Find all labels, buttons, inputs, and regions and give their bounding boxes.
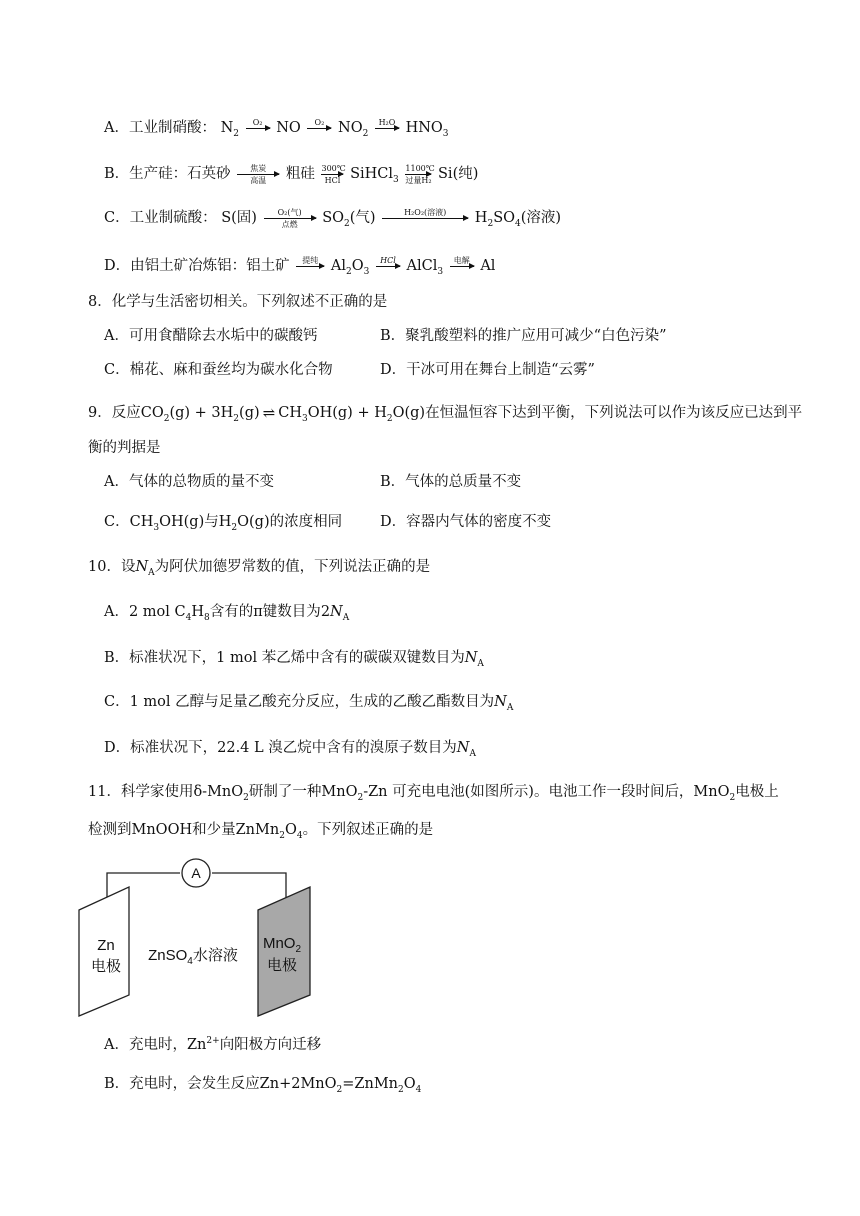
arrow-label: 1100℃ xyxy=(405,164,435,173)
symbol: N xyxy=(330,604,343,620)
q10-option-c xyxy=(104,692,513,712)
subscript: A xyxy=(148,567,155,578)
subscript: 2 xyxy=(233,128,240,139)
subscript: 2 xyxy=(398,1084,404,1095)
formula: CH xyxy=(278,405,302,421)
formula: O xyxy=(351,258,364,274)
symbol: N xyxy=(464,650,478,666)
q8-option-d: D．干冰可用在舞台上制造“云雾” xyxy=(380,362,595,378)
arrow-label: 点燃 xyxy=(281,220,298,229)
subscript: A xyxy=(506,702,514,713)
formula: (气) xyxy=(349,210,376,226)
arrow-label: 提纯 xyxy=(302,256,319,265)
option-text: D．标准状况下，22.4 L 溴乙烷中含有的溴原子数目为 xyxy=(104,740,457,756)
subscript: 2 xyxy=(295,944,302,955)
formula: O(g) xyxy=(237,514,270,530)
subscript: 2 xyxy=(344,218,350,229)
question-number: 10．设 xyxy=(88,559,136,575)
subscript: 3 xyxy=(363,266,370,277)
reaction-arrow xyxy=(237,164,279,185)
q7-option-c xyxy=(104,208,561,228)
option-label: A．工业制硝酸： xyxy=(104,120,216,136)
formula: NO xyxy=(338,120,363,136)
formula: NO xyxy=(276,120,301,136)
formula: (g) xyxy=(239,405,260,421)
formula: HNO xyxy=(405,120,443,136)
subscript: 3 xyxy=(301,413,308,424)
q10-stem xyxy=(88,557,430,577)
reaction-arrow xyxy=(246,118,270,129)
formula: Al xyxy=(480,258,496,274)
arrow-label: 300℃ xyxy=(321,164,346,173)
stem-text: 含有的π键数目为 xyxy=(209,604,321,620)
subscript: 2 xyxy=(336,1084,343,1095)
stem-text: -Zn 可充电电池(如图所示)。电池工作一段时间后，MnO xyxy=(363,784,730,800)
option-text: C．1 mol 乙醇与足量乙酸充分反应，生成的乙酸乙酯数目为 xyxy=(104,694,495,710)
subscript: 2 xyxy=(357,792,364,803)
formula: N xyxy=(220,120,234,136)
subscript: 2 xyxy=(163,413,170,424)
subscript: 2 xyxy=(362,128,369,139)
arrow-label: O₂ xyxy=(252,118,263,127)
q10-option-b xyxy=(104,648,484,668)
formula: H xyxy=(474,210,488,226)
subscript: 4 xyxy=(187,956,193,967)
formula: OH(g) xyxy=(159,514,205,530)
formula: Si(纯) xyxy=(438,166,479,182)
q11-stem-line2 xyxy=(88,820,433,840)
q8-option-c: C．棉花、麻和蚕丝均为碳水化合物 xyxy=(104,362,333,378)
q7-option-b xyxy=(104,164,478,184)
formula: (g) + 3H xyxy=(169,405,234,421)
subscript: 3 xyxy=(393,174,399,185)
subscript: 2 xyxy=(729,792,736,803)
option-label: C．工业制硫酸： xyxy=(104,210,217,226)
reaction-arrow xyxy=(264,208,316,229)
option-text: B．标准状况下，1 mol 苯乙烯中含有的碳碳双键数目为 xyxy=(104,650,465,666)
formula: H xyxy=(218,514,232,530)
q9-option-c xyxy=(104,512,342,532)
subscript: 4 xyxy=(415,1084,422,1095)
solution-label xyxy=(148,946,238,967)
q11-option-a xyxy=(104,1035,321,1055)
q9-option-a: A．气体的总物质的量不变 xyxy=(104,474,274,490)
option-label: C． xyxy=(104,514,130,530)
subscript: 3 xyxy=(442,128,449,139)
q8-option-a: A．可用食醋除去水垢中的碳酸钙 xyxy=(104,328,318,344)
stem-text: 电极上 xyxy=(735,784,779,800)
arrow-label: 焦炭 xyxy=(250,164,267,173)
subscript: A xyxy=(342,612,350,623)
q9-option-b: B．气体的总质量不变 xyxy=(380,474,522,490)
subscript: 2 xyxy=(487,218,494,229)
subscript: 2 xyxy=(231,522,238,533)
q7-option-d xyxy=(104,256,495,276)
arrow-label: 高温 xyxy=(250,176,267,185)
formula: Zn xyxy=(186,1037,207,1053)
formula: SO xyxy=(322,210,345,226)
subscript: 2 xyxy=(233,413,240,424)
value: 2 xyxy=(320,604,331,620)
formula: SO xyxy=(493,210,516,226)
equilibrium-arrow: ⇌ xyxy=(262,404,276,422)
subscript: 2 xyxy=(243,792,249,803)
formula: O xyxy=(403,1076,416,1092)
reaction-arrow xyxy=(375,118,399,129)
q10-option-d xyxy=(104,738,476,758)
q8-stem: 8．化学与生活密切相关。下列叙述不正确的是 xyxy=(88,294,388,310)
formula: CO xyxy=(140,405,164,421)
reaction-arrow xyxy=(382,208,468,219)
stem-text: 的浓度相同 xyxy=(269,514,343,530)
wire-right xyxy=(212,873,286,901)
subscript: A xyxy=(469,748,476,759)
reaction-arrow xyxy=(307,118,331,129)
arrow-label: H₂O₂(溶液) xyxy=(404,208,447,217)
symbol: N xyxy=(494,694,507,710)
formula: H xyxy=(191,604,205,620)
stem-text: 向阳极方向迁移 xyxy=(219,1037,322,1053)
subscript: A xyxy=(477,658,484,669)
formula: C xyxy=(174,604,186,620)
subscript: 2 xyxy=(345,266,352,277)
stem-text: 研制了一种MnO xyxy=(248,784,358,800)
reaction-arrow xyxy=(376,256,400,267)
subscript: 3 xyxy=(153,522,160,533)
q11-option-b xyxy=(104,1074,421,1094)
formula: OH(g) + H xyxy=(307,405,387,421)
q8-option-b: B．聚乳酸塑料的推广应用可减少“白色污染” xyxy=(380,328,667,344)
subscript: 2 xyxy=(279,830,285,841)
mno2-electrode-label-2: 电极 xyxy=(266,957,298,974)
arrow-label: O₂ xyxy=(314,118,325,127)
zn-electrode-label-2: 电极 xyxy=(90,958,122,975)
stem-text: 在恒温恒容下达到平衡，下列说法可以作为该反应已达到平 xyxy=(425,405,803,421)
q9-stem-line2: 衡的判据是 xyxy=(88,440,161,456)
q9-stem xyxy=(88,403,802,423)
stem-text: 与 xyxy=(204,514,219,530)
option-label: A．2 mol xyxy=(104,604,175,620)
arrow-label: 电解 xyxy=(453,256,470,265)
stem-text: 11．科学家使用δ-MnO xyxy=(88,784,244,800)
formula: O(g) xyxy=(392,405,426,421)
battery-diagram xyxy=(76,858,326,1020)
formula: SiHCl xyxy=(350,166,394,182)
formula: S(固) xyxy=(221,210,257,226)
ammeter-label: A xyxy=(191,865,201,881)
reaction-arrow xyxy=(321,164,346,185)
formula: (溶液) xyxy=(520,210,562,226)
arrow-label: HCl xyxy=(380,256,396,265)
formula: CH xyxy=(129,514,154,530)
formula: AlCl xyxy=(406,258,438,274)
option-label: D．由铝土矿冶炼铝：铝土矿 xyxy=(104,258,290,274)
q7-option-a xyxy=(104,118,449,138)
option-label: B．生产硅：石英砂 xyxy=(104,166,231,182)
question-number: 9．反应 xyxy=(88,405,141,421)
formula: Al xyxy=(330,258,346,274)
stem-text: 检测到MnOOH和少量ZnMn xyxy=(88,822,280,838)
subscript: 4 xyxy=(515,218,521,229)
q10-option-a xyxy=(104,602,349,622)
subscript: 4 xyxy=(296,830,303,841)
stem-text: O xyxy=(284,822,297,838)
option-label: B．充电时，会发生反应Zn+2MnO xyxy=(104,1076,337,1092)
q11-stem xyxy=(88,782,779,802)
superscript: 2+ xyxy=(206,1036,220,1047)
subscript: 2 xyxy=(386,413,393,424)
subscript: 4 xyxy=(185,612,192,623)
arrow-label: O₂(气) xyxy=(277,208,302,217)
reaction-arrow xyxy=(296,256,324,267)
arrow-label: HCl xyxy=(324,176,341,185)
stem-text: 。下列叙述正确的是 xyxy=(302,822,434,838)
zn-electrode-label: Zn xyxy=(97,937,115,954)
formula: 粗硅 xyxy=(285,166,315,182)
solution-text: 水溶液 xyxy=(192,947,238,964)
q9-option-d: D．容器内气体的密度不变 xyxy=(380,514,552,530)
formula: =ZnMn xyxy=(342,1076,399,1092)
formula: MnO xyxy=(262,935,296,952)
subscript: 8 xyxy=(204,612,210,623)
reaction-arrow xyxy=(405,164,435,185)
formula: ZnSO xyxy=(148,947,188,964)
reaction-arrow xyxy=(450,256,474,267)
subscript: 3 xyxy=(437,266,444,277)
arrow-label: 过量H₂ xyxy=(405,176,432,185)
symbol: N xyxy=(135,559,149,575)
symbol: N xyxy=(456,740,470,756)
stem-text: 为阿伏加德罗常数的值，下列说法正确的是 xyxy=(154,559,431,575)
option-label: A．充电时， xyxy=(104,1037,187,1053)
arrow-label: H₂O xyxy=(378,118,396,127)
